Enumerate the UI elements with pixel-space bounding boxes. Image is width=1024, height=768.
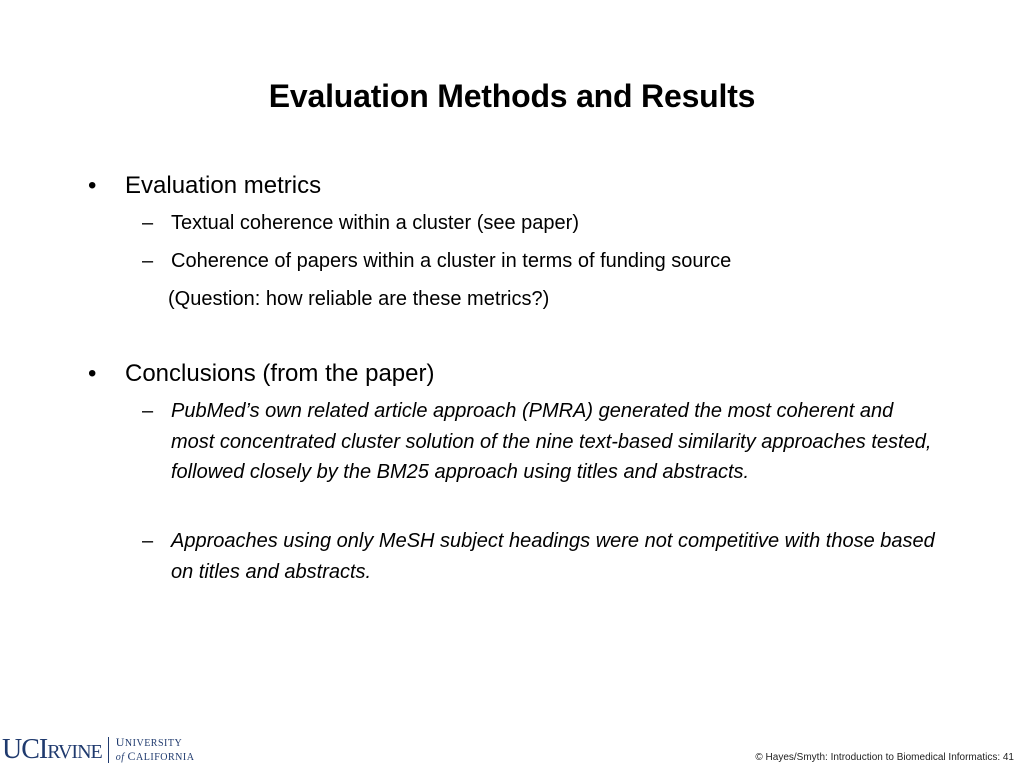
sub-item-text: Approaches using only MeSH subject headings were not competitive with those based on titles and abstracts.: [171, 530, 935, 583]
footer-copyright: © Hayes/Smyth: Introduction to Biomedical Informatics: 41: [755, 752, 1014, 763]
logo-university-line: UNIVERSITY: [115, 735, 183, 749]
slide-title: Evaluation Methods and Results: [268, 78, 756, 114]
bullet-mark: •: [88, 360, 97, 387]
logo-wordmark: UCIRVINE: [2, 734, 102, 765]
bullet-heading: Conclusions (from the paper): [125, 360, 435, 387]
dash-mark: –: [142, 212, 154, 234]
bullet-mark: •: [88, 172, 97, 199]
dash-mark: –: [142, 400, 154, 422]
sub-item-text: PubMed’s own related article approach (PMRA) generated the most coherent and most concentrated cluster solution of the nine text-based similarity approaches tested, followed closely by the BM25 approach using titles and abstracts.: [171, 400, 932, 483]
question-note: (Question: how reliable are these metrics?): [168, 288, 550, 310]
dash-mark: –: [142, 530, 154, 552]
dash-mark: –: [142, 250, 154, 272]
sub-item-text: Textual coherence within a cluster (see paper): [171, 212, 579, 234]
logo-divider: [108, 737, 109, 763]
bullet-heading: Evaluation metrics: [125, 172, 322, 199]
uc-irvine-logo: [2, 735, 194, 765]
logo-university-text: [116, 736, 195, 764]
sub-item-text: Coherence of papers within a cluster in terms of funding source: [171, 250, 732, 272]
logo-california-line: of CALIFORNIA: [115, 749, 195, 763]
